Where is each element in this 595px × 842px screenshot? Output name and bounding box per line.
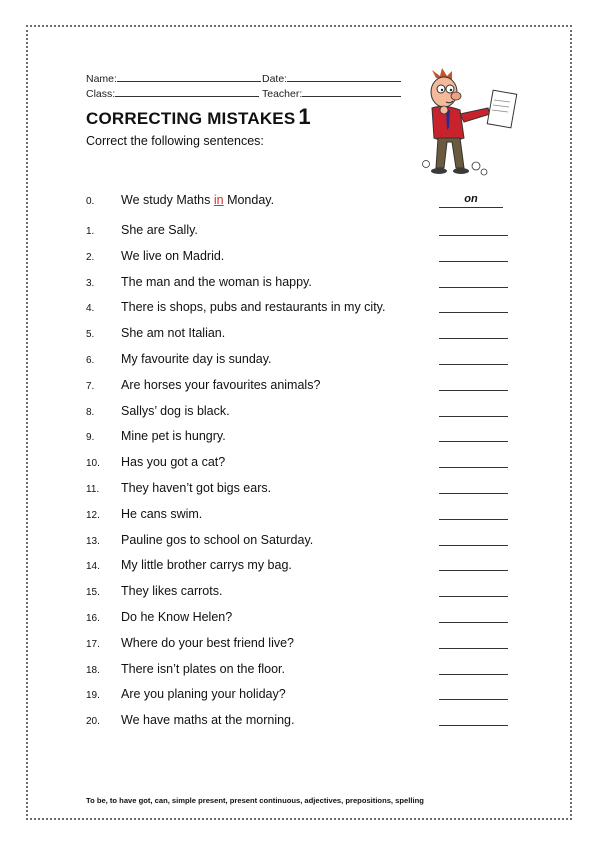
answer-blank[interactable] <box>439 467 508 468</box>
sentence-text: We have maths at the morning. <box>121 713 295 728</box>
answer-blank[interactable] <box>439 261 508 262</box>
answer-blank[interactable] <box>439 441 508 442</box>
sentence-row <box>0 610 595 630</box>
answer-blank[interactable] <box>439 622 508 623</box>
sentence-text: Sallys’ dog is black. <box>121 403 230 418</box>
answer-blank[interactable] <box>439 725 508 726</box>
row-number: 18. <box>86 664 100 676</box>
sentence-text: Do he Know Helen? <box>121 610 233 624</box>
sentence-text: Where do your best friend live? <box>121 635 295 650</box>
sentence-row <box>0 584 595 604</box>
sentence-text: She are Sally. <box>121 223 198 237</box>
row-number: 2. <box>86 251 95 263</box>
answer-blank[interactable] <box>439 596 508 597</box>
sentence-row <box>0 326 595 346</box>
answer-blank[interactable] <box>439 390 508 391</box>
row-number: 10. <box>86 458 100 470</box>
row-number: 7. <box>86 380 95 392</box>
sentence-text: There is shops, pubs and restaurants in my city. <box>121 300 386 315</box>
sentence-row <box>0 507 595 527</box>
teacher-label: Teacher: <box>262 88 303 100</box>
class-blank[interactable] <box>115 86 259 97</box>
answer-blank[interactable] <box>439 338 508 339</box>
sentence-row <box>0 249 595 269</box>
example-after: Monday. <box>223 193 275 207</box>
sentence-text: Has you got a cat? <box>121 455 226 470</box>
date-field <box>262 71 401 85</box>
row-number: 4. <box>86 303 95 315</box>
sentence-row <box>0 533 595 553</box>
answer-blank[interactable] <box>439 699 508 700</box>
answer-blank[interactable] <box>439 416 508 417</box>
sentence-row <box>0 455 595 475</box>
date-label: Date: <box>262 73 288 85</box>
teacher-blank[interactable] <box>302 86 401 97</box>
footer-topics: To be, to have got, can, simple present, present continuous, adjectives, prepositions, spelling <box>86 796 424 805</box>
answer-blank[interactable] <box>439 235 508 236</box>
date-blank[interactable] <box>287 71 401 82</box>
sentence-text: Pauline gos to school on Saturday. <box>121 532 314 547</box>
row-number: 13. <box>86 535 100 547</box>
sentence-row <box>0 481 595 501</box>
sentence-text: We live on Madrid. <box>121 248 225 263</box>
sentence-text: Mine pet is hungry. <box>121 429 226 444</box>
sentence-text: They haven’t got bigs ears. <box>121 481 272 495</box>
sentence-text: They likes carrots. <box>121 584 223 599</box>
cartoon-man-reading-paper-icon <box>414 68 524 183</box>
sentence-text: He cans swim. <box>121 506 203 521</box>
row-number: 20. <box>86 716 100 728</box>
sentence-row <box>0 636 595 656</box>
class-label: Class: <box>86 88 116 100</box>
row-number: 8. <box>86 406 95 418</box>
example-answer: on <box>439 193 503 208</box>
sentence-row <box>0 687 595 707</box>
row-number: 6. <box>86 355 95 366</box>
sentence-row <box>0 404 595 424</box>
answer-blank[interactable] <box>439 570 508 571</box>
answer-blank[interactable] <box>439 287 508 288</box>
answer-blank[interactable] <box>439 519 508 520</box>
sentence-row <box>0 378 595 398</box>
title-text: CORRECTING MISTAKES <box>86 109 296 128</box>
row-number: 12. <box>86 509 100 521</box>
sentence-text: Are you planing your holiday? <box>121 687 286 702</box>
example-sentence <box>121 193 274 207</box>
sentence-row <box>0 662 595 682</box>
row-number: 17. <box>86 638 100 650</box>
answer-blank[interactable] <box>439 493 508 494</box>
instructions: Correct the following sentences: <box>86 134 264 148</box>
sentence-row <box>0 300 595 320</box>
row-number: 19. <box>86 690 100 702</box>
sentence-text: My little brother carrys my bag. <box>121 558 292 573</box>
sentence-row <box>0 352 595 372</box>
answer-blank[interactable] <box>439 312 508 313</box>
sentence-text: Are horses your favourites animals? <box>121 377 321 392</box>
row-number: 15. <box>86 587 100 599</box>
sentence-row <box>0 558 595 578</box>
answer-blank[interactable] <box>439 364 508 365</box>
row-number: 14. <box>86 561 100 573</box>
sentence-row <box>0 429 595 449</box>
row-number: 0. <box>86 196 95 207</box>
example-highlight: in <box>213 193 224 207</box>
row-number: 11. <box>86 484 100 495</box>
sentence-text: The man and the woman is happy. <box>121 274 312 289</box>
row-number: 1. <box>86 226 95 237</box>
answer-blank[interactable] <box>439 545 508 546</box>
row-number: 16. <box>86 613 100 624</box>
name-field <box>86 71 261 85</box>
sentence-row <box>0 223 595 243</box>
worksheet-title <box>86 104 311 130</box>
row-number: 9. <box>86 432 95 444</box>
title-number: 1 <box>298 104 311 129</box>
name-blank[interactable] <box>117 71 261 82</box>
sentence-row <box>0 275 595 295</box>
example-row <box>0 193 595 213</box>
sentence-text: My favourite day is sunday. <box>121 352 272 366</box>
answer-blank[interactable] <box>439 674 508 675</box>
row-number: 3. <box>86 277 95 289</box>
name-label: Name: <box>86 73 117 85</box>
answer-blank[interactable] <box>439 648 508 649</box>
class-field <box>86 86 259 100</box>
example-before: We study Maths <box>121 193 214 207</box>
sentence-text: There isn’t plates on the floor. <box>121 661 285 676</box>
sentence-row <box>0 713 595 733</box>
row-number: 5. <box>86 329 95 341</box>
sentence-text: She am not Italian. <box>121 326 226 341</box>
teacher-field <box>262 86 401 100</box>
